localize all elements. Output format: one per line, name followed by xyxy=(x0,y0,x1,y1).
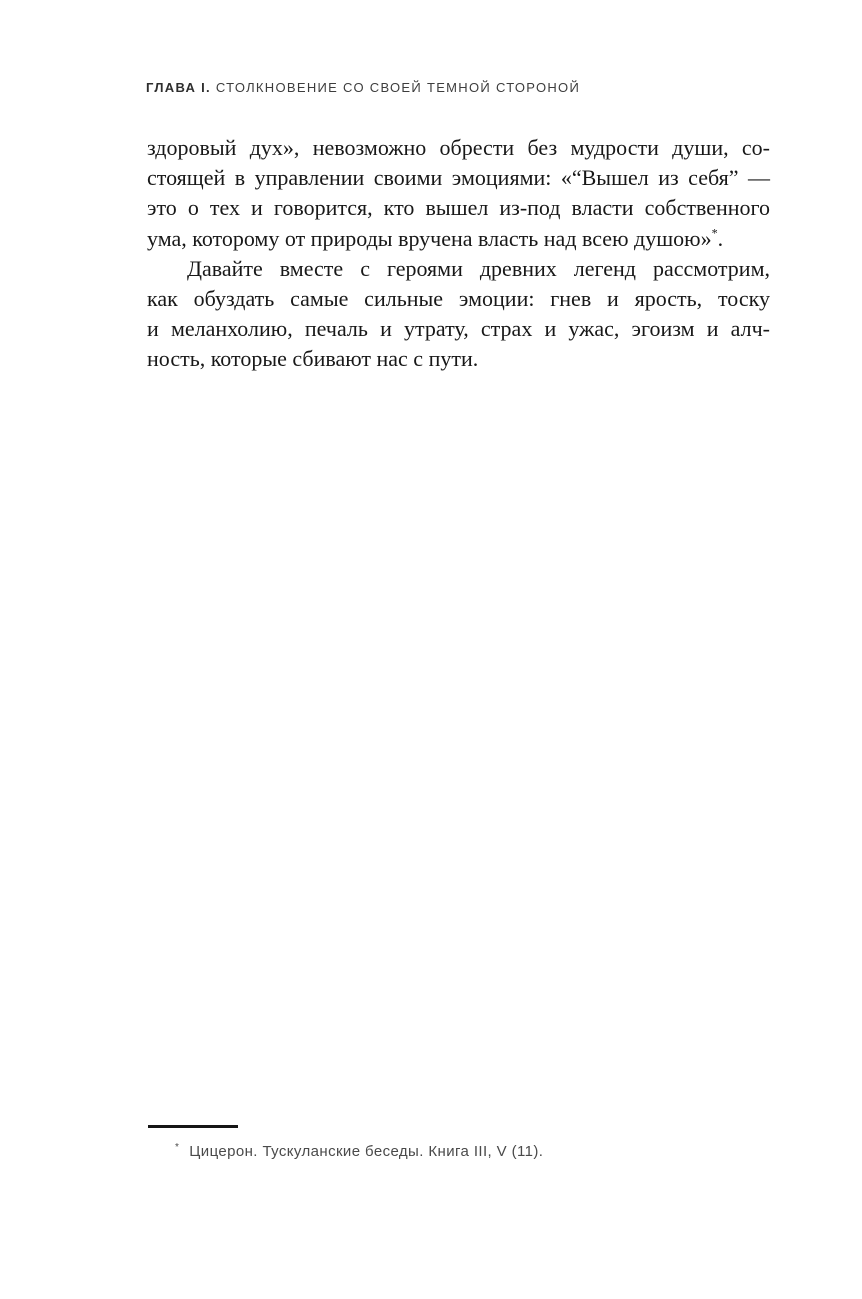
body-text-line: ума, которому от природы вручена власть над всею душою»*. xyxy=(147,225,724,251)
body-text-line: Давайте вместе с героями древних легенд рассмотрим, xyxy=(187,255,770,281)
footnote xyxy=(175,1142,543,1160)
chapter-number: ГЛАВА I. xyxy=(146,80,211,95)
body-text-line: это о тех и говорится, кто вышел из-под власти собственного xyxy=(147,195,770,221)
footnote-text: Цицерон. Тускуланские беседы. Книга III, V (11). xyxy=(189,1143,544,1160)
footnote-reference-marker: * xyxy=(711,226,718,241)
footnote-divider xyxy=(148,1125,238,1128)
body-text-line: как обуздать самые сильные эмоции: гнев и ярость, тоску xyxy=(147,286,770,312)
body-text xyxy=(147,133,770,375)
footnote-marker: * xyxy=(175,1142,180,1153)
body-text-line: и меланхолию, печаль и утрату, страх и ужас, эгоизм и алч- xyxy=(147,316,770,342)
body-text-line: ность, которые сбивают нас с пути. xyxy=(147,346,479,372)
body-text-line: стоящей в управлении своими эмоциями: «“Вышел из себя” — xyxy=(147,165,770,191)
running-header xyxy=(146,80,580,95)
body-text-line: здоровый дух», невозможно обрести без мудрости души, со- xyxy=(147,135,770,160)
chapter-title: СТОЛКНОВЕНИЕ СО СВОЕЙ ТЕМНОЙ СТОРОНОЙ xyxy=(215,80,581,95)
